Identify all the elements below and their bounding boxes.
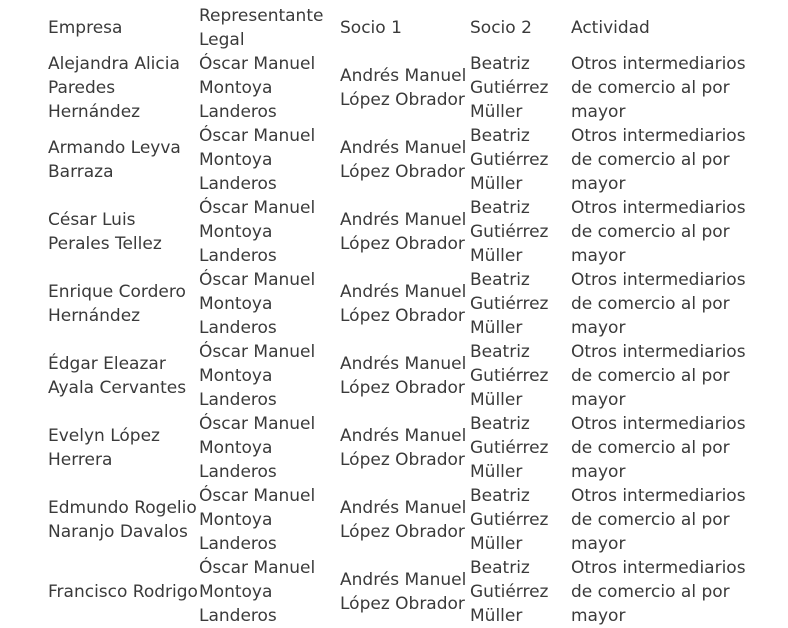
cell-empresa: Édgar Eleazar Ayala Cervantes (48, 354, 187, 398)
cell-actividad: Otros intermediarios de comercio al por mayor (571, 270, 746, 338)
cell-actividad: Otros intermediarios de comercio al por mayor (571, 198, 746, 266)
cell-representante: Óscar Manuel Montoya Landeros (199, 414, 316, 482)
table-row (48, 484, 788, 556)
cell-empresa: César Luis Perales Tellez (48, 210, 162, 254)
cell-socio-2: Beatriz Gutiérrez Müller (470, 126, 549, 194)
cell-representante: Óscar Manuel Montoya Landeros (199, 342, 316, 410)
cell-socio-2: Beatriz Gutiérrez Müller (470, 198, 549, 266)
cell-socio-1: Andrés Manuel López Obrador (340, 66, 467, 110)
header-representante-legal: Representante Legal (199, 6, 324, 50)
cell-socio-2: Beatriz Gutiérrez Müller (470, 414, 549, 482)
cell-empresa: Francisco Rodrigo (48, 582, 198, 602)
cell-representante: Óscar Manuel Montoya Landeros (199, 126, 316, 194)
cell-socio-1: Andrés Manuel López Obrador (340, 426, 467, 470)
cell-socio-2: Beatriz Gutiérrez Müller (470, 54, 549, 122)
companies-table (48, 4, 788, 628)
table-row (48, 556, 788, 628)
cell-socio-2: Beatriz Gutiérrez Müller (470, 486, 549, 554)
cell-actividad: Otros intermediarios de comercio al por mayor (571, 486, 746, 554)
cell-representante: Óscar Manuel Montoya Landeros (199, 270, 316, 338)
cell-socio-1: Andrés Manuel López Obrador (340, 282, 467, 326)
table-row (48, 52, 788, 124)
table-header-row (48, 4, 788, 52)
cell-actividad: Otros intermediarios de comercio al por mayor (571, 414, 746, 482)
header-actividad: Actividad (571, 18, 650, 38)
cell-socio-2: Beatriz Gutiérrez Müller (470, 270, 549, 338)
cell-socio-1: Andrés Manuel López Obrador (340, 210, 467, 254)
cell-empresa: Alejandra Alicia Paredes Hernández (48, 54, 180, 122)
cell-representante: Óscar Manuel Montoya Landeros (199, 198, 316, 266)
header-empresa: Empresa (48, 18, 123, 38)
cell-socio-1: Andrés Manuel López Obrador (340, 570, 467, 614)
cell-empresa: Armando Leyva Barraza (48, 138, 181, 182)
cell-empresa: Enrique Cordero Hernández (48, 282, 186, 326)
table-row (48, 340, 788, 412)
cell-socio-1: Andrés Manuel López Obrador (340, 138, 467, 182)
cell-actividad: Otros intermediarios de comercio al por mayor (571, 342, 746, 410)
cell-actividad: Otros intermediarios de comercio al por mayor (571, 558, 746, 626)
cell-socio-2: Beatriz Gutiérrez Müller (470, 558, 549, 626)
header-socio-1: Socio 1 (340, 18, 402, 38)
table-row (48, 412, 788, 484)
cell-representante: Óscar Manuel Montoya Landeros (199, 54, 316, 122)
cell-socio-1: Andrés Manuel López Obrador (340, 354, 467, 398)
cell-representante: Óscar Manuel Montoya Landeros (199, 558, 316, 626)
header-socio-2: Socio 2 (470, 18, 532, 38)
cell-empresa: Edmundo Rogelio Naranjo Davalos (48, 498, 197, 542)
cell-empresa: Evelyn López Herrera (48, 426, 160, 470)
cell-actividad: Otros intermediarios de comercio al por mayor (571, 54, 746, 122)
table-row (48, 124, 788, 196)
table-row (48, 196, 788, 268)
table-row (48, 268, 788, 340)
cell-representante: Óscar Manuel Montoya Landeros (199, 486, 316, 554)
cell-actividad: Otros intermediarios de comercio al por mayor (571, 126, 746, 194)
cell-socio-1: Andrés Manuel López Obrador (340, 498, 467, 542)
cell-socio-2: Beatriz Gutiérrez Müller (470, 342, 549, 410)
